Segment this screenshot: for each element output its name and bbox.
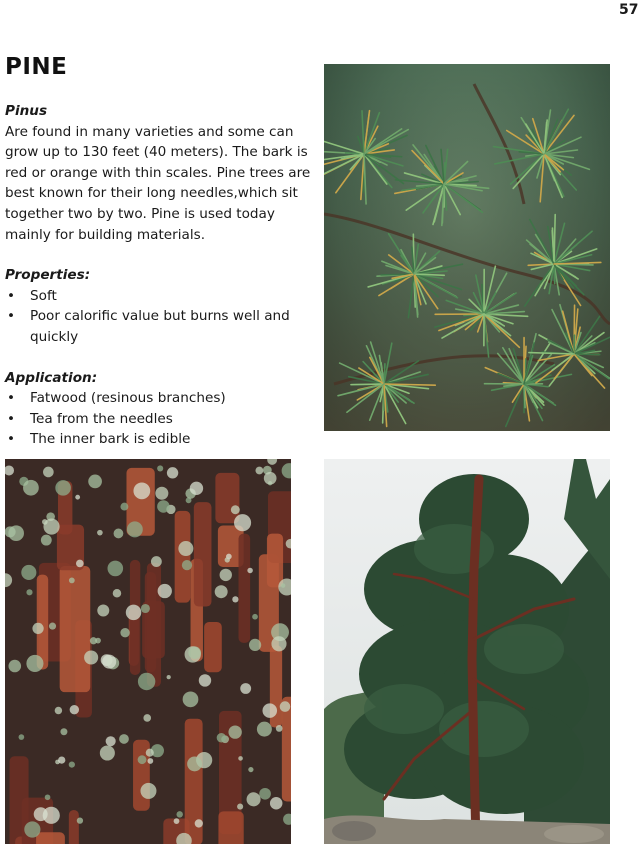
page-number: 57	[619, 2, 639, 18]
bullet-icon: •	[7, 431, 16, 448]
bullet-icon: •	[7, 390, 16, 407]
bullet-icon: •	[7, 410, 16, 427]
properties-list	[5, 286, 311, 348]
bullet-icon: •	[7, 308, 16, 325]
properties-heading: Properties:	[5, 267, 91, 284]
bullet-icon: •	[7, 287, 16, 304]
list-item	[5, 388, 311, 409]
list-item	[5, 429, 311, 450]
pine-tree-photo	[324, 459, 610, 844]
latin-name: Pinus	[5, 103, 48, 119]
list-item-text: Tea from the needles	[30, 410, 173, 427]
text-column	[5, 101, 311, 450]
application-section	[5, 368, 311, 450]
list-item	[5, 409, 311, 430]
pine-bark-photo	[5, 459, 291, 844]
description: Are found in many varieties and some can grow up to 130 feet (40 meters). The bark is red or orange with thin scales. Pine trees are best known for their long needles,which sit together two by two. Pine is used today mainly for building materials.	[5, 123, 311, 243]
pine-needles-photo	[324, 64, 610, 431]
application-heading: Application:	[5, 369, 98, 386]
properties-section	[5, 265, 311, 347]
list-item-text: Soft	[30, 287, 57, 304]
list-item-text: The inner bark is edible	[30, 431, 191, 448]
application-list	[5, 388, 311, 450]
list-item-text: Fatwood (resinous branches)	[30, 390, 226, 407]
page-title: PINE	[5, 54, 68, 80]
list-item-text: Poor calorific value but burns well and quickly	[30, 308, 290, 345]
list-item	[5, 306, 311, 347]
list-item	[5, 286, 311, 307]
